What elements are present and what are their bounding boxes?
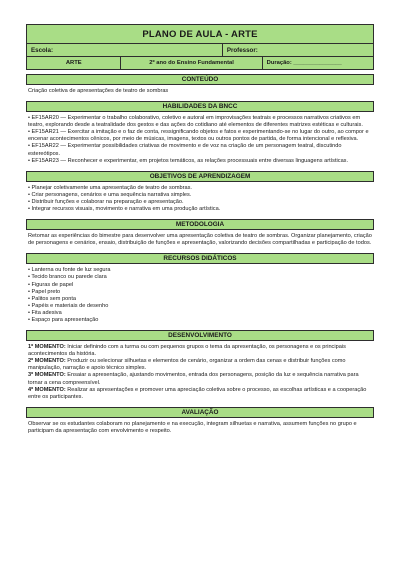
moment-text: Produzir ou selecionar silhuetas e elementos de cenário, organizar a ordem das cenas e distribuir funções como manipulação, narração e apoio técnico simples.: [28, 358, 346, 372]
moment-label: 1º MOMENTO:: [28, 344, 66, 351]
school-field: Escola:: [31, 46, 54, 54]
header-info-row: [27, 56, 373, 69]
section-heading-avaliacao: AVALIAÇÃO: [26, 407, 374, 418]
section-heading-conteudo: CONTEÚDO: [26, 74, 374, 85]
list-item: • EF15AR22 — Experimentar possibilidades criativas de movimento e de voz na criação de um personagem teatral, discutindo estereótipos.: [28, 143, 372, 157]
list-item: • Integrar recursos visuais, movimento e narrativa em uma produção artística.: [28, 206, 372, 213]
list-item: • Distribuir funções e colaborar na preparação e apresentação.: [28, 199, 372, 206]
list-item: • Papel preto: [28, 289, 372, 296]
metodologia-text: [26, 230, 374, 249]
avaliacao-text: [26, 418, 374, 437]
header-table: [26, 24, 374, 70]
subject-cell: ARTE: [65, 60, 82, 66]
header-title-row: [27, 25, 373, 43]
section-heading-habilidades: HABILIDADES DA BNCC: [26, 101, 374, 112]
list-item: • EF15AR23 — Reconhecer e experimentar, em projetos temáticos, as relações processuais entre diversas linguagens artísticas.: [28, 158, 372, 165]
page-title: PLANO DE AULA - ARTE: [142, 28, 258, 40]
list-item: • Palitos sem ponta: [28, 296, 372, 303]
moment-1: [28, 344, 372, 358]
list-item: • Fita adesiva: [28, 310, 372, 317]
conteudo-paragraph: Criação coletiva de apresentações de teatro de sombras: [28, 88, 169, 94]
moment-text: Iniciar definindo com a turma ou com pequenos grupos o tema da apresentação, os personagens e os principais acontecimentos da história.: [28, 344, 346, 358]
list-item: • Espaço para apresentação: [28, 317, 372, 324]
list-item: • Planejar coletivamente uma apresentação de teatro de sombras.: [28, 185, 372, 192]
list-item: • Lanterna ou fonte de luz segura: [28, 267, 372, 274]
grade-cell: 2º ano do Ensino Fundamental: [120, 57, 261, 69]
moment-label: 3º MOMENTO:: [28, 372, 66, 379]
moment-4: [28, 387, 372, 401]
moment-text: Realizar as apresentações e promover uma apreciação coletiva sobre o processo, as escolhas artísticas e a cooperação entre os participantes.: [28, 386, 367, 400]
list-item: • Figuras de papel: [28, 282, 372, 289]
list-item: • Criar personagens, cenários e uma sequência narrativa simples.: [28, 192, 372, 199]
lesson-plan-page: [26, 24, 374, 437]
header-school-row: [27, 43, 373, 56]
section-heading-recursos: RECURSOS DIDÁTICOS: [26, 253, 374, 264]
section-heading-desenvolvimento: DESENVOLVIMENTO: [26, 330, 374, 341]
list-item: • Tecido branco ou parede clara: [28, 274, 372, 281]
habilidades-list: [28, 115, 372, 165]
recursos-text: [26, 264, 374, 326]
moment-text: Ensaiar a apresentação, ajustando movimentos, entrada dos personagens, posição da luz e sequência narrativa para tornar a cena compreensível.: [28, 372, 359, 386]
habilidades-text: [26, 112, 374, 167]
list-item: • EF15AR20 — Experimentar o trabalho colaborativo, coletivo e autoral em improvisações teatrais e processos narrativos criativos em teatro, explorando desde a teatralidade dos gestos e das ações do cotidiano até elementos de diferentes matrizes estéticas e culturais.: [28, 115, 372, 129]
desenvolvimento-text: [26, 341, 374, 403]
moment-label: 4º MOMENTO:: [28, 386, 66, 393]
moment-2: [28, 358, 372, 372]
section-heading-metodologia: METODOLOGIA: [26, 219, 374, 230]
teacher-field: Professor:: [222, 44, 373, 56]
conteudo-text: [26, 85, 374, 97]
duration-cell: Duração: _______________: [262, 57, 373, 69]
recursos-list: [28, 267, 372, 324]
section-heading-objetivos: OBJETIVOS DE APRENDIZAGEM: [26, 171, 374, 182]
objetivos-text: [26, 182, 374, 215]
avaliacao-paragraph: Observar se os estudantes colaboram no planejamento e na execução, integram silhuetas e narrativa, assumem funções no grupo e participam da apresentação com envolvimento e respeito.: [28, 420, 357, 434]
list-item: • EF15AR21 — Exercitar a imitação e o faz de conta, ressignificando objetos e fatos e experimentando-se no lugar do outro, ao compor e encenar acontecimentos cênicos, por meio de músicas, imagens, textos ou outros pontos de partida, de forma intencional e reflexiva.: [28, 129, 372, 143]
objetivos-list: [28, 185, 372, 213]
list-item: • Papéis e materiais de desenho: [28, 303, 372, 310]
metodologia-paragraph: Retomar as experiências do bimestre para desenvolver uma apresentação coletiva de teatro de sombras. Organizar planejamento, criação de personagens e cenários, ensaio, distribuição de funções e apresentação, valorizando decisões compartilhadas e participação de todos.: [28, 233, 372, 247]
moment-3: [28, 372, 372, 386]
moment-label: 2º MOMENTO:: [28, 358, 66, 365]
